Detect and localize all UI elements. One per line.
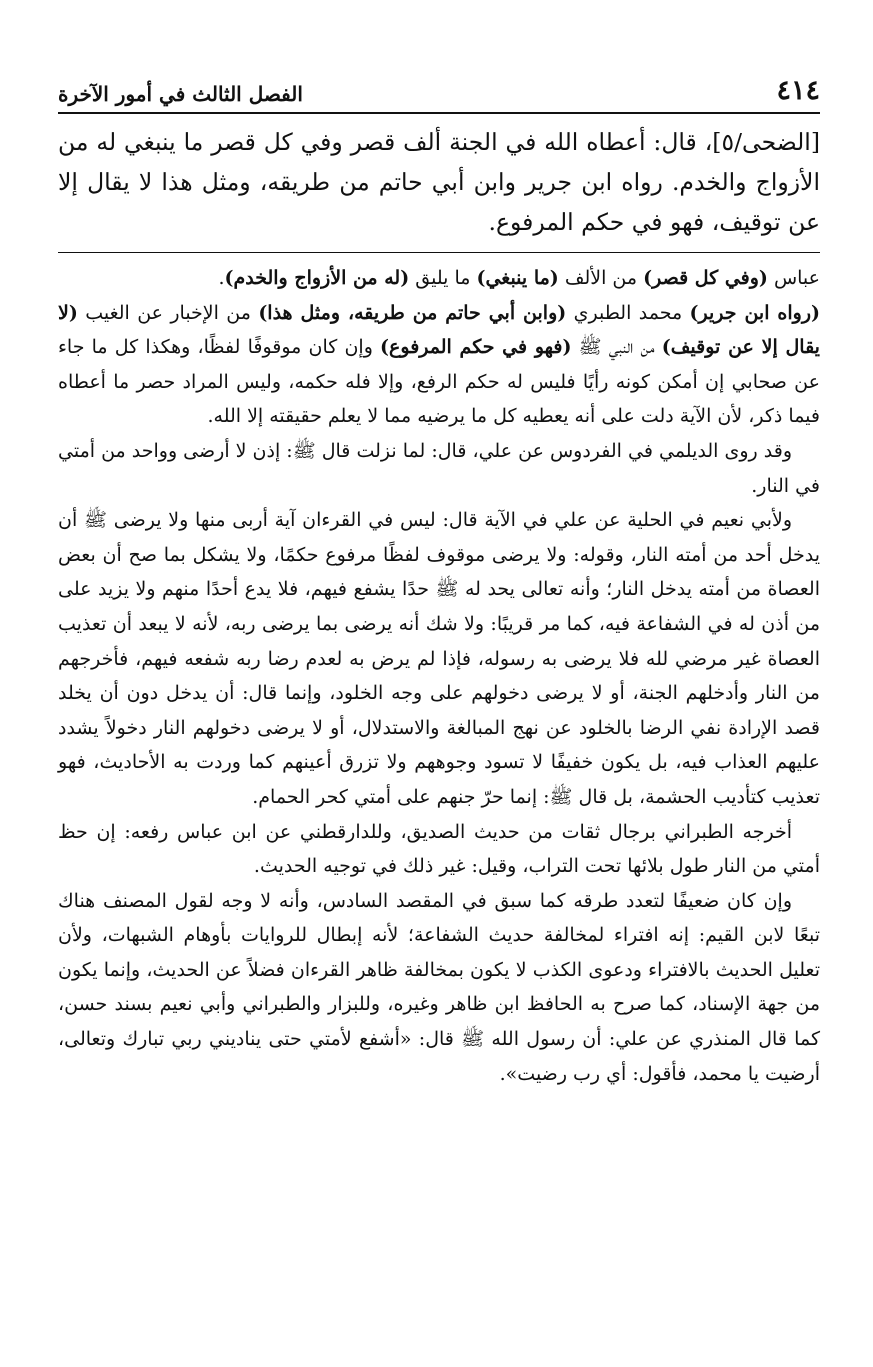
quoted-phrase: (لا يقال إلا عن توقيف) [58,301,820,359]
commentary-paragraph-2 [58,296,820,434]
commentary-text: من الألف [558,267,644,289]
commentary-text: ما يليق [409,267,477,289]
commentary-text: عباس [767,267,820,289]
quoted-phrase: (وابن أبي حاتم من طريقه، ومثل هذا) [258,301,567,324]
commentary-text: من النبي ﷺ [571,336,662,359]
quoted-phrase: (ما ينبغي) [476,267,559,289]
text-divider [58,252,820,253]
commentary-paragraph-1 [58,261,820,296]
quoted-phrase: (فهو في حكم المرفوع) [380,336,572,359]
commentary-text: وإن كان موقوفًا لفظًا، وهكذا كل ما جاء عن صحابي إن أمكن كونه رأيًا فليس له حكم الرفع، وإلا فله حكمه، وليس المراد حصر ما أعطاه فيما ذكر، لأن الآية دلت على أنه يعطيه كل ما يرضيه مما لا يعلم حقيقته إلا الله. [58,336,820,428]
quoted-phrase: (وفي كل قصر) [643,267,768,289]
page-number: ٤١٤ [776,75,820,106]
chapter-title: الفصل الثالث في أمور الآخرة [58,82,303,106]
commentary-paragraph-3: وقد روى الديلمي في الفردوس عن علي، قال: لما نزلت قال ﷺ: إذن لا أرضى وواحد من أمتي في النار. [58,439,820,497]
commentary-text: محمد الطبري [566,301,690,324]
page-header [58,70,820,114]
commentary-text: . [218,267,225,289]
quoted-phrase: (له من الأزواج والخدم) [224,267,410,289]
commentary-paragraph-5: أخرجه الطبراني برجال ثقات من حديث الصديق، وللدارقطني عن ابن عباس رفعه: إن حظ أمتي من النار طول بلائها تحت التراب، وقيل: غير ذلك في توجيه الحديث. [58,820,820,878]
commentary-paragraph-6: وإن كان ضعيفًا لتعدد طرقه كما سبق في المقصد السادس، وأنه لا وجه لقول المصنف هناك تبعًا لابن القيم: إنه افتراء لمخالفة حديث الشفاعة؛ لأنه إبطال للروايات بأوهام الشبهات، ولأن تعليل الحديث بالافتراء ودعوى الكذب لا يكون بمخالفة ظاهر القرءان فضلاً عن الحديث، وإنما يكون من جهة الإسناد، كما صرح به الحافظ ابن ظاهر وغيره، وللبزار والطبراني وأبي نعيم بسند حسن، كما قال المنذري عن علي: أن رسول الله ﷺ قال: «أشفع لأمتي حتى يناديني ربي تبارك وتعالى، أرضيت يا محمد، فأقول: أي رب رضيت». [58,889,820,1085]
commentary-paragraph-4: ولأبي نعيم في الحلية عن علي في الآية قال: ليس في القرءان آية أربى منها ولا يرضى ﷺ أن يدخل أحد من أمته النار، وقوله: ولا يرضى موقوف لفظًا مرفوع حكمًا، ولا يشكل بما صح أن بعض العصاة من أمته يدخل النار؛ وأنه تعالى يحد له ﷺ حدًا يشفع فيهم، فلا يدع أحدًا منهم ولا يزيد على من أذن له في الشفاعة فيه، كما مر قريبًا: ولا شك أنه يرضى بما يرضى ربه، لأنه لا يبعد أن تعذيب العصاة غير مرضي لله فلا يرضى به رسوله، فإذا لم يرض به لعدم رضا ربه شفعه فيهم، فأخرجهم من النار وأدخلهم الجنة، أو لا يرضى دخولهم على وجه الخلود، وإنما قال: أن يدخل دون أن يخلد قصد الإرادة نفي الرضا بالخلود عن نهج المبالغة والاستدلال، أو لا يرضى دخولهم النار دخولاً يشدد عليهم العذاب فيه، بل يكون خفيفًا لا تسود وجوههم ولا تزرق أعينهم كما وردت به الأحاديث، فهو تعذيب كتأديب الحشمة، بل قال ﷺ: إنما حرّ جنهم على أمتي كحر الحمام. [58,509,820,808]
commentary [58,261,820,1091]
quoted-phrase: (رواه ابن جرير) [689,301,820,324]
commentary-text: من الإخبار عن الغيب [77,301,259,324]
main-text: [الضحى/٥]، قال: أعطاه الله في الجنة ألف قصر وفي كل قصر ما ينبغي له من الأزواج والخدم. رواه ابن جرير وابن أبي حاتم من طريقه، ومثل هذا لا يقال إلا عن توقيف، فهو في حكم المرفوع. [58,128,820,236]
